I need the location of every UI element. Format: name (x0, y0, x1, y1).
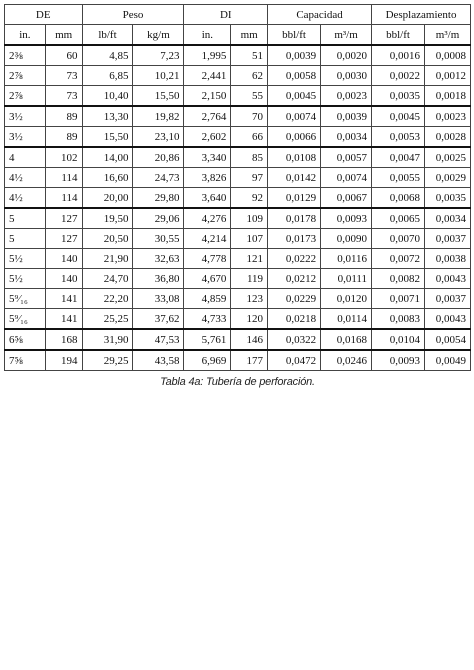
table-cell: 85 (231, 147, 268, 168)
table-cell: 29,06 (133, 208, 184, 229)
table-cell: 0,0066 (268, 127, 321, 148)
table-cell: 31,90 (82, 329, 133, 350)
column-header: mm (45, 25, 82, 46)
table-cell: 0,0083 (372, 309, 425, 330)
table-cell: 0,0045 (268, 86, 321, 107)
table-cell: 0,0029 (425, 168, 471, 188)
table-cell: 0,0065 (372, 208, 425, 229)
table-row (5, 350, 471, 371)
table-cell: 4,276 (184, 208, 231, 229)
table-cell: 0,0023 (425, 106, 471, 127)
table-row (5, 66, 471, 86)
table-cell: 60 (45, 45, 82, 66)
table-cell: 4 (5, 147, 46, 168)
table-cell: 3,826 (184, 168, 231, 188)
table-cell: 0,0053 (372, 127, 425, 148)
table-cell: 6⅝ (5, 329, 46, 350)
table-caption: Tabla 4a: Tubería de perforación. (160, 376, 315, 388)
table-cell: 0,0058 (268, 66, 321, 86)
table-cell: 89 (45, 106, 82, 127)
table-cell: 0,0038 (425, 249, 471, 269)
table-cell: 123 (231, 289, 268, 309)
table-cell: 119 (231, 269, 268, 289)
table-cell: 1,995 (184, 45, 231, 66)
table-cell: 10,40 (82, 86, 133, 107)
table-row (5, 289, 471, 309)
group-header-di: DI (184, 5, 268, 25)
table-cell: 4,778 (184, 249, 231, 269)
table-cell: 3,640 (184, 188, 231, 209)
drill-pipe-table (4, 4, 471, 371)
table-row (5, 249, 471, 269)
table-cell: 127 (45, 208, 82, 229)
table-cell: 43,58 (133, 350, 184, 371)
table-cell: 0,0045 (372, 106, 425, 127)
table-cell: 51 (231, 45, 268, 66)
table-cell: 97 (231, 168, 268, 188)
table-cell: 146 (231, 329, 268, 350)
table-row (5, 45, 471, 66)
table-cell: 0,0049 (425, 350, 471, 371)
column-header: m³/m (321, 25, 372, 46)
table-cell: 0,0067 (321, 188, 372, 209)
group-header-peso: Peso (82, 5, 184, 25)
table-cell: 0,0039 (321, 106, 372, 127)
table-row (5, 269, 471, 289)
table-cell: 2⅜ (5, 45, 46, 66)
table-cell: 177 (231, 350, 268, 371)
table-cell: 0,0068 (372, 188, 425, 209)
table-cell: 0,0016 (372, 45, 425, 66)
table-cell: 3½ (5, 127, 46, 148)
table-cell: 3½ (5, 106, 46, 127)
column-header: bbl/ft (372, 25, 425, 46)
table-cell: 21,90 (82, 249, 133, 269)
table-cell: 73 (45, 86, 82, 107)
table-cell: 19,50 (82, 208, 133, 229)
table-cell: 0,0082 (372, 269, 425, 289)
table-cell: 10,21 (133, 66, 184, 86)
table-cell: 0,0093 (321, 208, 372, 229)
table-cell: 114 (45, 168, 82, 188)
table-cell: 5 (5, 208, 46, 229)
table-cell: 30,55 (133, 229, 184, 249)
table-row (5, 208, 471, 229)
table-row (5, 188, 471, 209)
table-cell: 47,53 (133, 329, 184, 350)
table-cell: 22,20 (82, 289, 133, 309)
column-header: lb/ft (82, 25, 133, 46)
table-cell: 3,340 (184, 147, 231, 168)
table-row (5, 168, 471, 188)
table-cell: 0,0114 (321, 309, 372, 330)
table-cell: 23,10 (133, 127, 184, 148)
group-header-desplazamiento: Desplazamiento (372, 5, 471, 25)
table-cell: 7⅝ (5, 350, 46, 371)
table-cell: 25,25 (82, 309, 133, 330)
table-cell: 0,0070 (372, 229, 425, 249)
table-cell: 4½ (5, 188, 46, 209)
table-cell: 14,00 (82, 147, 133, 168)
table-cell: 0,0090 (321, 229, 372, 249)
table-cell: 13,30 (82, 106, 133, 127)
table-cell: 0,0074 (268, 106, 321, 127)
table-row (5, 127, 471, 148)
table-cell: 0,0055 (372, 168, 425, 188)
table-cell: 4,214 (184, 229, 231, 249)
table-cell: 0,0222 (268, 249, 321, 269)
table-cell: 5⁹⁄₁₆ (5, 309, 46, 330)
table-cell: 5,761 (184, 329, 231, 350)
table-cell: 0,0218 (268, 309, 321, 330)
table-cell: 0,0108 (268, 147, 321, 168)
table-cell: 15,50 (133, 86, 184, 107)
table-cell: 33,08 (133, 289, 184, 309)
table-cell: 0,0034 (425, 208, 471, 229)
table-cell: 194 (45, 350, 82, 371)
table-cell: 0,0018 (425, 86, 471, 107)
table-cell: 0,0039 (268, 45, 321, 66)
table-cell: 29,25 (82, 350, 133, 371)
table-cell: 32,63 (133, 249, 184, 269)
table-cell: 70 (231, 106, 268, 127)
table-row (5, 106, 471, 127)
table-cell: 2⅞ (5, 66, 46, 86)
table-cell: 4,85 (82, 45, 133, 66)
table-cell: 0,0030 (321, 66, 372, 86)
table-cell: 102 (45, 147, 82, 168)
table-cell: 0,0111 (321, 269, 372, 289)
column-header: bbl/ft (268, 25, 321, 46)
table-cell: 0,0173 (268, 229, 321, 249)
table-cell: 0,0043 (425, 309, 471, 330)
table-cell: 20,00 (82, 188, 133, 209)
table-cell: 24,73 (133, 168, 184, 188)
table-row (5, 147, 471, 168)
table-cell: 141 (45, 289, 82, 309)
table-cell: 0,0037 (425, 289, 471, 309)
table-cell: 2,441 (184, 66, 231, 86)
table-cell: 0,0057 (321, 147, 372, 168)
table-cell: 4,733 (184, 309, 231, 330)
table-cell: 0,0022 (372, 66, 425, 86)
document-page (4, 4, 471, 388)
table-cell: 0,0120 (321, 289, 372, 309)
table-cell: 19,82 (133, 106, 184, 127)
table-cell: 62 (231, 66, 268, 86)
table-cell: 5⁹⁄₁₆ (5, 289, 46, 309)
table-cell: 0,0322 (268, 329, 321, 350)
table-row (5, 329, 471, 350)
table-cell: 0,0043 (425, 269, 471, 289)
column-header: m³/m (425, 25, 471, 46)
column-header: in. (184, 25, 231, 46)
table-cell: 16,60 (82, 168, 133, 188)
table-cell: 4½ (5, 168, 46, 188)
table-cell: 168 (45, 329, 82, 350)
table-cell: 0,0047 (372, 147, 425, 168)
table-cell: 2,602 (184, 127, 231, 148)
table-unit-header-row (5, 25, 471, 46)
table-cell: 2,764 (184, 106, 231, 127)
table-cell: 89 (45, 127, 82, 148)
table-cell: 7,23 (133, 45, 184, 66)
table-cell: 0,0168 (321, 329, 372, 350)
table-cell: 0,0178 (268, 208, 321, 229)
table-cell: 0,0008 (425, 45, 471, 66)
table-cell: 0,0104 (372, 329, 425, 350)
table-cell: 0,0020 (321, 45, 372, 66)
table-cell: 5½ (5, 249, 46, 269)
table-cell: 0,0035 (425, 188, 471, 209)
table-cell: 114 (45, 188, 82, 209)
table-cell: 0,0072 (372, 249, 425, 269)
table-cell: 0,0074 (321, 168, 372, 188)
table-row (5, 86, 471, 107)
table-cell: 66 (231, 127, 268, 148)
table-cell: 0,0035 (372, 86, 425, 107)
table-cell: 0,0116 (321, 249, 372, 269)
table-cell: 55 (231, 86, 268, 107)
table-cell: 0,0012 (425, 66, 471, 86)
column-header: kg/m (133, 25, 184, 46)
table-cell: 141 (45, 309, 82, 330)
table-cell: 20,86 (133, 147, 184, 168)
table-cell: 121 (231, 249, 268, 269)
table-cell: 0,0472 (268, 350, 321, 371)
table-cell: 140 (45, 269, 82, 289)
table-cell: 92 (231, 188, 268, 209)
table-row (5, 229, 471, 249)
table-cell: 0,0212 (268, 269, 321, 289)
group-header-capacidad: Capacidad (268, 5, 372, 25)
table-cell: 4,670 (184, 269, 231, 289)
group-header-de: DE (5, 5, 83, 25)
table-cell: 0,0037 (425, 229, 471, 249)
table-cell: 127 (45, 229, 82, 249)
table-cell: 0,0025 (425, 147, 471, 168)
table-group-header-row (5, 5, 471, 25)
table-cell: 5½ (5, 269, 46, 289)
table-cell: 36,80 (133, 269, 184, 289)
table-cell: 120 (231, 309, 268, 330)
table-cell: 73 (45, 66, 82, 86)
table-cell: 6,85 (82, 66, 133, 86)
table-cell: 2,150 (184, 86, 231, 107)
table-cell: 24,70 (82, 269, 133, 289)
table-cell: 0,0071 (372, 289, 425, 309)
table-row (5, 309, 471, 330)
table-cell: 0,0034 (321, 127, 372, 148)
table-cell: 20,50 (82, 229, 133, 249)
table-cell: 0,0142 (268, 168, 321, 188)
table-cell: 107 (231, 229, 268, 249)
table-cell: 5 (5, 229, 46, 249)
table-cell: 0,0028 (425, 127, 471, 148)
table-body (5, 45, 471, 371)
table-cell: 109 (231, 208, 268, 229)
table-cell: 0,0129 (268, 188, 321, 209)
table-cell: 4,859 (184, 289, 231, 309)
table-cell: 37,62 (133, 309, 184, 330)
table-cell: 0,0093 (372, 350, 425, 371)
table-cell: 0,0023 (321, 86, 372, 107)
table-cell: 2⅞ (5, 86, 46, 107)
table-cell: 0,0229 (268, 289, 321, 309)
table-cell: 0,0246 (321, 350, 372, 371)
table-cell: 140 (45, 249, 82, 269)
table-cell: 6,969 (184, 350, 231, 371)
table-cell: 15,50 (82, 127, 133, 148)
column-header: mm (231, 25, 268, 46)
table-cell: 0,0054 (425, 329, 471, 350)
column-header: in. (5, 25, 46, 46)
table-cell: 29,80 (133, 188, 184, 209)
